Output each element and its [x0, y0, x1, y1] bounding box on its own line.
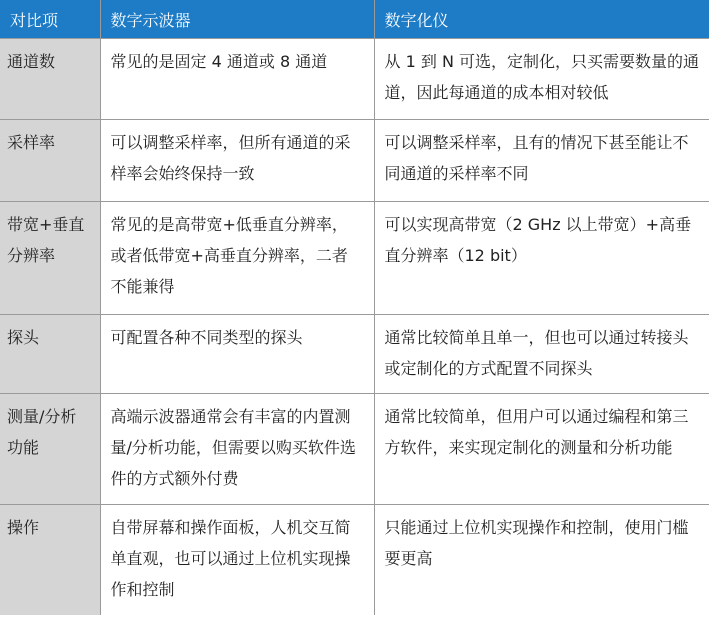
table-row: [0, 505, 709, 616]
header-row: [0, 0, 709, 39]
oscilloscope-cell: 可以调整采样率，但所有通道的采样率会始终保持一致: [100, 120, 374, 202]
header-oscilloscope: 数字示波器: [100, 0, 374, 39]
oscilloscope-cell: 高端示波器通常会有丰富的内置测量/分析功能，但需要以购买软件选件的方式额外付费: [100, 394, 374, 505]
digitizer-cell: 可以调整采样率，且有的情况下甚至能让不同通道的采样率不同: [374, 120, 709, 202]
row-label: 测量/分析功能: [0, 394, 100, 505]
table-row: [0, 39, 709, 120]
table-row: [0, 120, 709, 202]
oscilloscope-cell: 自带屏幕和操作面板，人机交互简单直观，也可以通过上位机实现操作和控制: [100, 505, 374, 616]
oscilloscope-cell: 常见的是固定 4 通道或 8 通道: [100, 39, 374, 120]
digitizer-cell: 只能通过上位机实现操作和控制，使用门槛要更高: [374, 505, 709, 616]
row-label: 采样率: [0, 120, 100, 202]
row-label: 探头: [0, 315, 100, 394]
digitizer-cell: 通常比较简单，但用户可以通过编程和第三方软件，来实现定制化的测量和分析功能: [374, 394, 709, 505]
table-row: [0, 394, 709, 505]
digitizer-cell: 从 1 到 N 可选，定制化，只买需要数量的通道，因此每通道的成本相对较低: [374, 39, 709, 120]
header-item: 对比项: [0, 0, 100, 39]
row-label: 带宽+垂直分辨率: [0, 202, 100, 315]
table-header: [0, 0, 709, 39]
table-body: [0, 39, 709, 616]
oscilloscope-cell: 可配置各种不同类型的探头: [100, 315, 374, 394]
digitizer-cell: 可以实现高带宽（2 GHz 以上带宽）+高垂直分辨率（12 bit）: [374, 202, 709, 315]
row-label: 操作: [0, 505, 100, 616]
digitizer-cell: 通常比较简单且单一，但也可以通过转接头或定制化的方式配置不同探头: [374, 315, 709, 394]
row-label: 通道数: [0, 39, 100, 120]
table-row: [0, 202, 709, 315]
header-digitizer: 数字化仪: [374, 0, 709, 39]
table-row: [0, 315, 709, 394]
oscilloscope-cell: 常见的是高带宽+低垂直分辨率，或者低带宽+高垂直分辨率，二者不能兼得: [100, 202, 374, 315]
